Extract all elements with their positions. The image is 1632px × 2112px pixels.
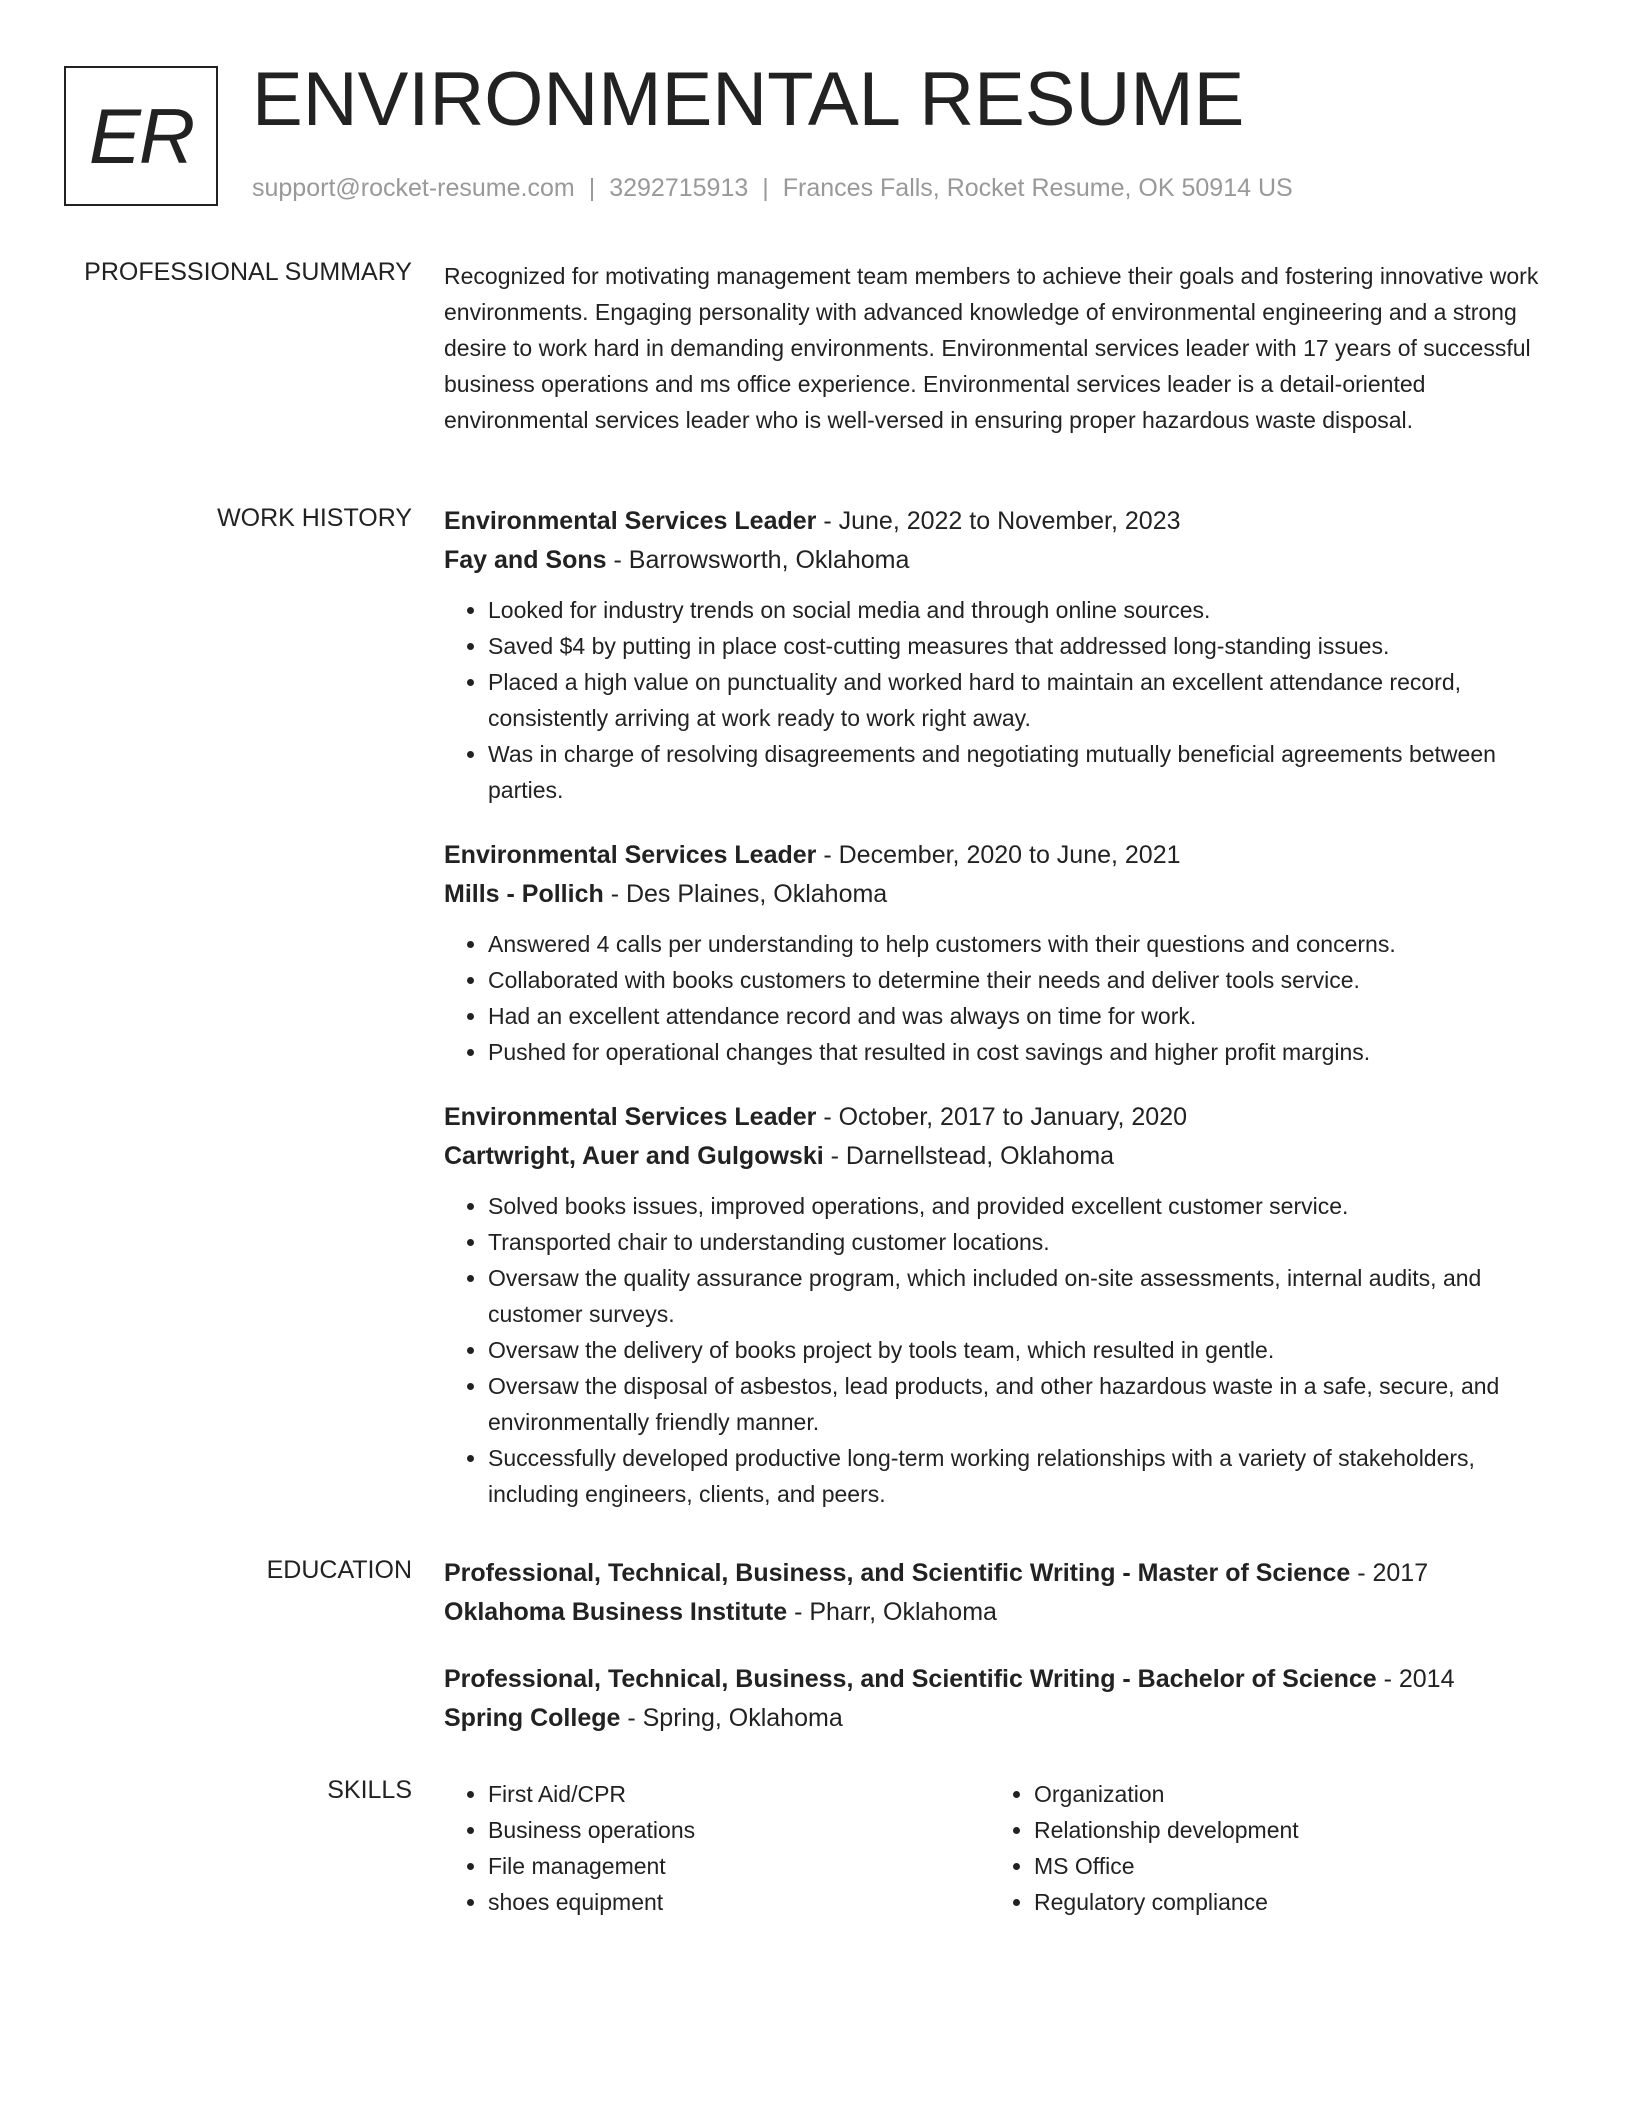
job-bullet: • Collaborated with books customers to determine their needs and deliver tools service. bbox=[488, 962, 1564, 998]
job-company-line bbox=[444, 875, 1564, 914]
skills-list bbox=[444, 1776, 990, 1920]
degree-name: Professional, Technical, Business, and Scientific Writing - Bachelor of Science bbox=[444, 1665, 1377, 1693]
job-dates: - October, 2017 to January, 2020 bbox=[816, 1103, 1187, 1131]
job-title-line bbox=[444, 836, 1564, 875]
degree-year: - 2014 bbox=[1376, 1665, 1455, 1693]
job-title: Environmental Services Leader bbox=[444, 841, 817, 869]
job-bullets bbox=[444, 1188, 1564, 1512]
job-title: Environmental Services Leader bbox=[444, 1103, 817, 1131]
education-body bbox=[444, 1554, 1564, 1766]
job-entry bbox=[444, 502, 1564, 808]
skill-item: • Relationship development bbox=[1034, 1812, 1536, 1848]
job-entry bbox=[444, 1098, 1564, 1512]
skills-body bbox=[444, 1776, 1564, 1920]
work-history-heading: WORK HISTORY bbox=[217, 504, 412, 532]
skills-column-right bbox=[990, 1776, 1536, 1920]
contact-line bbox=[252, 174, 1293, 203]
education-heading: EDUCATION bbox=[266, 1556, 412, 1584]
contact-separator: | bbox=[762, 174, 769, 202]
job-bullet: • Transported chair to understanding customer locations. bbox=[488, 1224, 1564, 1260]
job-company-line bbox=[444, 541, 1564, 580]
job-bullets bbox=[444, 926, 1564, 1070]
skill-item: • File management bbox=[488, 1848, 990, 1884]
job-bullet: • Oversaw the delivery of books project by tools team, which resulted in gentle. bbox=[488, 1332, 1564, 1368]
job-dates: - June, 2022 to November, 2023 bbox=[816, 507, 1181, 535]
skill-item: • First Aid/CPR bbox=[488, 1776, 990, 1812]
degree-year: - 2017 bbox=[1350, 1559, 1429, 1587]
skill-item: • Regulatory compliance bbox=[1034, 1884, 1536, 1920]
job-company: Mills - Pollich bbox=[444, 880, 604, 908]
degree-name: Professional, Technical, Business, and Scientific Writing - Master of Science bbox=[444, 1559, 1351, 1587]
job-bullet: • Looked for industry trends on social media and through online sources. bbox=[488, 592, 1564, 628]
job-location: - Darnellstead, Oklahoma bbox=[823, 1142, 1115, 1170]
skills-heading: SKILLS bbox=[327, 1776, 412, 1804]
job-company-line bbox=[444, 1137, 1564, 1176]
job-bullet: • Oversaw the quality assurance program, which included on-site assessments, internal audits, and customer surveys. bbox=[488, 1260, 1564, 1332]
contact-separator: | bbox=[588, 174, 596, 202]
job-bullet: • Placed a high value on punctuality and worked hard to maintain an excellent attendance record, consistently arriving at work ready to work right away. bbox=[488, 664, 1564, 736]
education-entry bbox=[444, 1660, 1564, 1738]
job-entry bbox=[444, 836, 1564, 1070]
job-bullet: • Pushed for operational changes that resulted in cost savings and higher profit margins. bbox=[488, 1034, 1564, 1070]
job-bullet: • Solved books issues, improved operations, and provided excellent customer service. bbox=[488, 1188, 1564, 1224]
skill-item: • MS Office bbox=[1034, 1848, 1536, 1884]
job-bullet: • Was in charge of resolving disagreements and negotiating mutually beneficial agreements between parties. bbox=[488, 736, 1564, 808]
degree-line bbox=[444, 1660, 1564, 1699]
job-dates: - December, 2020 to June, 2021 bbox=[816, 841, 1181, 869]
school-location: - Spring, Oklahoma bbox=[620, 1704, 843, 1732]
resume-title: ENVIRONMENTAL RESUME bbox=[252, 57, 1245, 142]
summary-body bbox=[444, 258, 1564, 438]
job-title-line bbox=[444, 1098, 1564, 1137]
monogram-logo bbox=[64, 66, 218, 206]
job-bullet: • Successfully developed productive long-term working relationships with a variety of stakeholders, including engineers, clients, and peers. bbox=[488, 1440, 1564, 1512]
job-bullet: • Answered 4 calls per understanding to help customers with their questions and concerns. bbox=[488, 926, 1564, 962]
job-location: - Barrowsworth, Oklahoma bbox=[606, 546, 910, 574]
skills-list bbox=[990, 1776, 1536, 1920]
skills-grid bbox=[444, 1776, 1564, 1920]
job-location: - Des Plaines, Oklahoma bbox=[603, 880, 888, 908]
job-title-line bbox=[444, 502, 1564, 541]
job-bullet: • Had an excellent attendance record and was always on time for work. bbox=[488, 998, 1564, 1034]
summary-text: Recognized for motivating management team members to achieve their goals and fostering innovative work environments. Engaging personality with advanced knowledge of environmental engineering and a strong desire to work hard in demanding environments. Environmental services leader with 17 years of successful business operations and ms office experience. Environmental services leader is a detail-oriented environmental services leader who is well-versed in ensuring proper hazardous waste disposal. bbox=[444, 263, 1539, 433]
education-entry bbox=[444, 1554, 1564, 1632]
monogram-text: ER bbox=[88, 91, 194, 180]
skill-item: • Business operations bbox=[488, 1812, 990, 1848]
contact-address: Frances Falls, Rocket Resume, OK 50914 US bbox=[782, 174, 1293, 202]
contact-email: support@rocket-resume.com bbox=[252, 174, 575, 202]
job-title: Environmental Services Leader bbox=[444, 507, 817, 535]
school-location: - Pharr, Oklahoma bbox=[787, 1598, 997, 1626]
job-bullets bbox=[444, 592, 1564, 808]
skill-item: • shoes equipment bbox=[488, 1884, 990, 1920]
contact-phone: 3292715913 bbox=[609, 174, 749, 202]
school-name: Spring College bbox=[444, 1704, 621, 1732]
job-bullet: • Saved $4 by putting in place cost-cutting measures that addressed long-standing issues. bbox=[488, 628, 1564, 664]
work-history-body bbox=[444, 502, 1564, 1540]
summary-heading: PROFESSIONAL SUMMARY bbox=[84, 258, 412, 286]
school-name: Oklahoma Business Institute bbox=[444, 1598, 788, 1626]
skills-column-left bbox=[444, 1776, 990, 1920]
school-line bbox=[444, 1699, 1564, 1738]
job-bullet: • Oversaw the disposal of asbestos, lead products, and other hazardous waste in a safe, secure, and environmentally friendly manner. bbox=[488, 1368, 1564, 1440]
job-company: Fay and Sons bbox=[444, 546, 607, 574]
school-line bbox=[444, 1593, 1564, 1632]
job-company: Cartwright, Auer and Gulgowski bbox=[444, 1142, 824, 1170]
degree-line bbox=[444, 1554, 1564, 1593]
skill-item: • Organization bbox=[1034, 1776, 1536, 1812]
